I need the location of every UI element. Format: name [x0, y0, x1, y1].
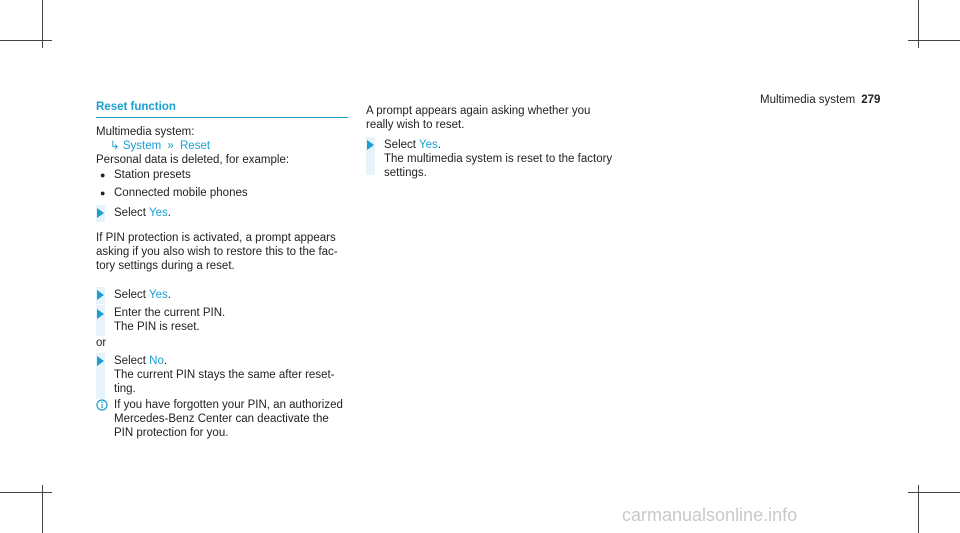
info-line: PIN protection for you. — [114, 427, 229, 439]
deleted-text: Personal data is deleted, for example: — [96, 154, 290, 166]
return-arrow-icon: ↳ — [110, 140, 120, 152]
bullet-icon: ● — [100, 188, 106, 198]
double-chevron-icon: » — [167, 140, 174, 152]
prompt-line: A prompt appears again asking whether you — [366, 105, 591, 117]
pin-note — [96, 231, 338, 273]
crop-mark — [908, 40, 960, 41]
prompt-text — [366, 104, 590, 132]
bullet-icon: ● — [100, 170, 106, 180]
step-arrow-icon — [97, 290, 104, 300]
step-arrow-icon — [97, 309, 104, 319]
pin-stays: The current PIN stays the same after reset- — [114, 369, 335, 381]
period: . — [437, 139, 441, 151]
pin-note-line: asking if you also wish to restore this to the fac- — [96, 246, 338, 258]
page-number: 279 — [861, 94, 881, 106]
step-select-yes — [384, 138, 441, 152]
step-select-yes — [114, 206, 171, 220]
crop-mark — [0, 492, 52, 493]
step-select-yes — [114, 288, 171, 302]
bullet-item: Station presets — [114, 169, 191, 181]
info-note — [114, 398, 343, 440]
period: . — [167, 289, 171, 301]
pin-note-line: If PIN protection is activated, a prompt appears — [96, 232, 336, 244]
step-arrow-icon — [367, 140, 374, 150]
result-line: The multimedia system is reset to the factory — [384, 153, 613, 165]
header-section: Multimedia system — [760, 94, 856, 106]
crop-mark — [908, 492, 960, 493]
menu-path — [110, 139, 210, 153]
info-icon — [96, 399, 108, 413]
yes-option: Yes — [148, 207, 168, 219]
yes-option: Yes — [148, 289, 168, 301]
path-intro: Multimedia system: — [96, 126, 195, 138]
pin-stays: ting. — [114, 383, 136, 395]
pin-note-line: tory settings during a reset. — [96, 260, 235, 272]
watermark: carmanualsonline.info — [622, 505, 798, 525]
enter-pin: Enter the current PIN. — [114, 307, 226, 319]
bullet-item: Connected mobile phones — [114, 187, 248, 199]
step-select-no — [114, 354, 167, 368]
pin-reset: The PIN is reset. — [114, 321, 200, 333]
select-label: Select — [384, 139, 419, 151]
period: . — [163, 355, 168, 367]
section-title: Reset function — [96, 101, 348, 118]
select-label: Select — [114, 207, 149, 219]
prompt-line: really wish to reset. — [366, 119, 465, 131]
crop-mark — [0, 40, 52, 41]
select-label: Select — [114, 355, 150, 367]
path-reset: Reset — [180, 140, 211, 152]
period: . — [167, 207, 171, 219]
step-arrow-icon — [97, 208, 104, 218]
or-label: or — [96, 337, 107, 349]
no-option: No — [149, 355, 164, 367]
running-header — [760, 94, 880, 106]
select-label: Select — [114, 289, 149, 301]
result-line: settings. — [384, 167, 427, 179]
info-line: If you have forgotten your PIN, an authorized — [114, 399, 343, 411]
path-system: System — [122, 140, 162, 152]
yes-option: Yes — [418, 139, 438, 151]
info-line: Mercedes-Benz Center can deactivate the — [114, 413, 329, 425]
step-arrow-icon — [97, 356, 104, 366]
